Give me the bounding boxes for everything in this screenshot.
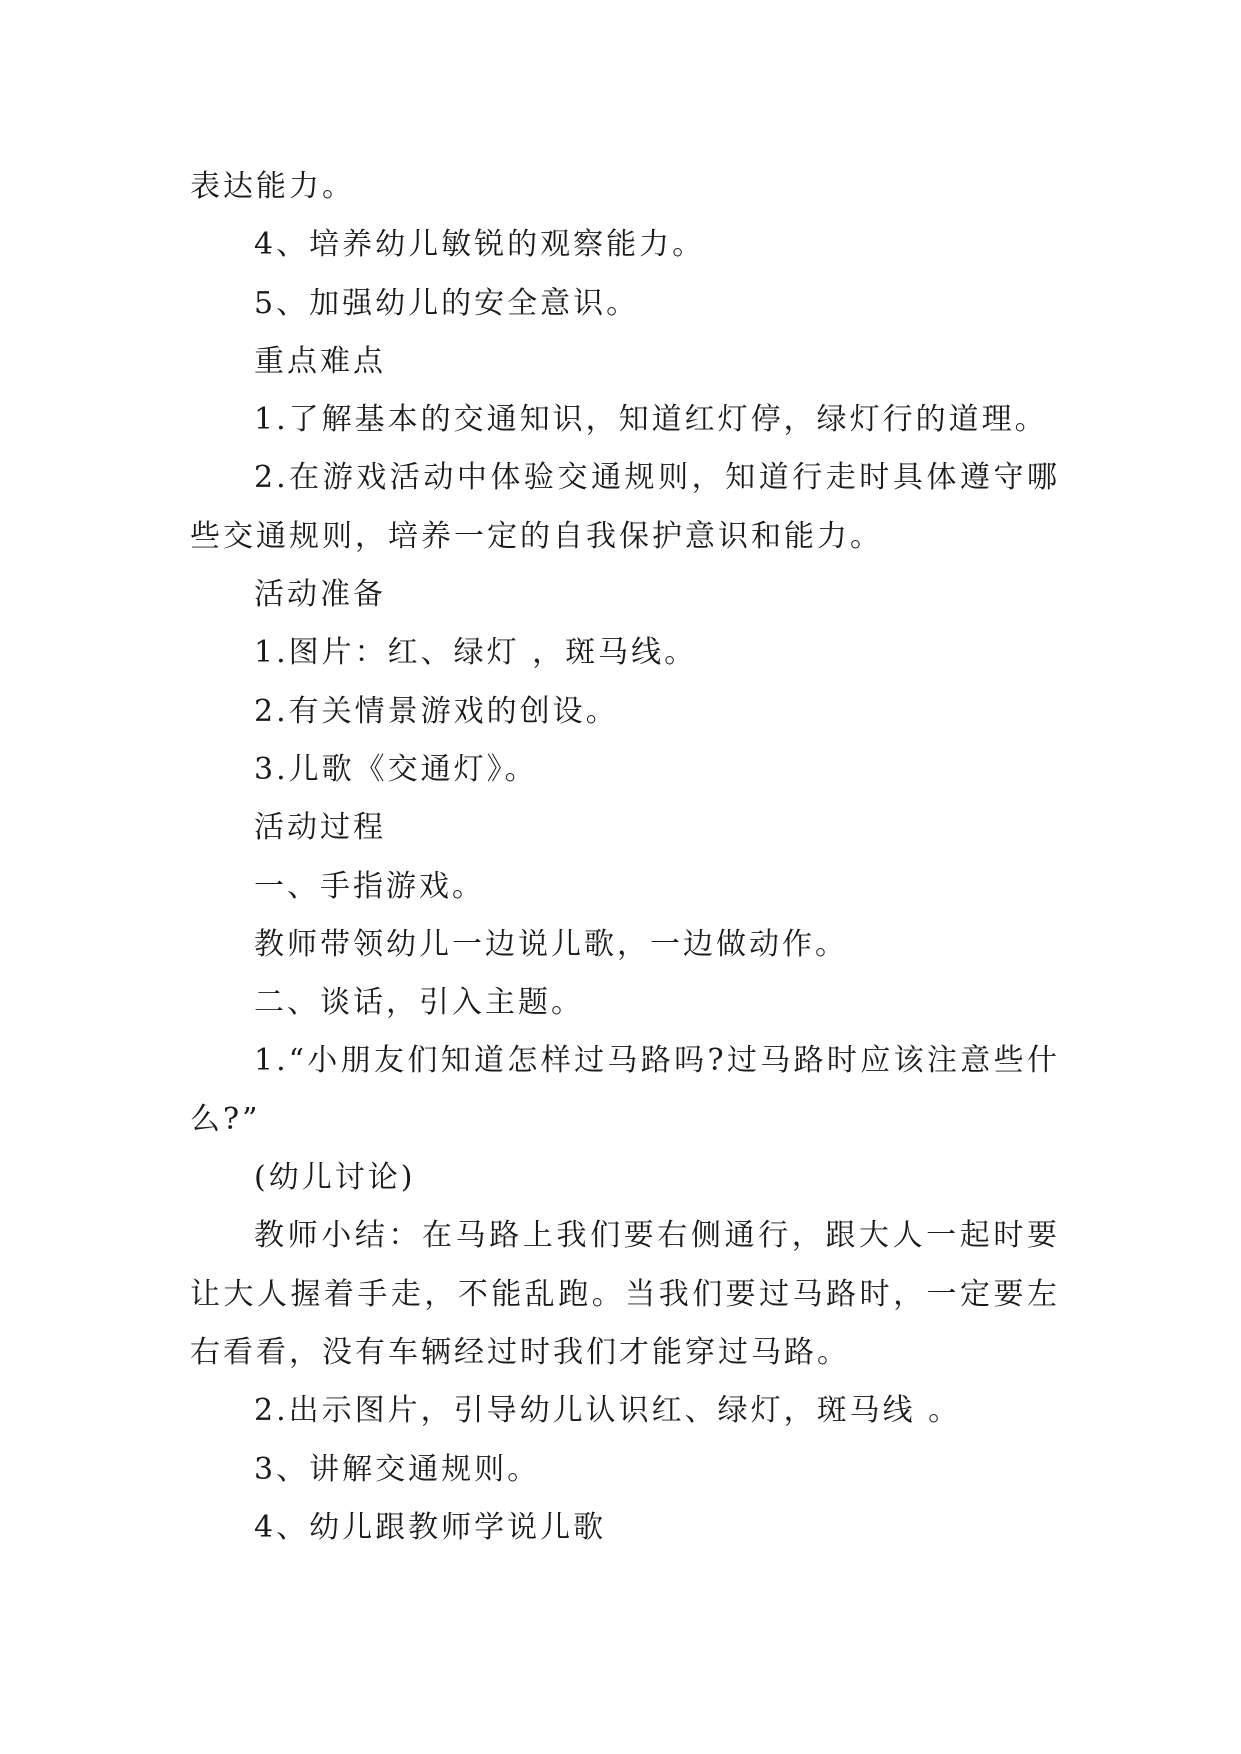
paragraph: 2.有关情景游戏的创设。: [254, 693, 619, 729]
paragraph: (幼儿讨论): [254, 1160, 416, 1196]
section-heading: 活动准备: [254, 577, 386, 613]
paragraph: 二、谈话，引入主题。: [254, 985, 584, 1021]
paragraph: 1.图片：红、绿灯 ，斑马线。: [254, 635, 698, 671]
paragraph: 4、培养幼儿敏锐的观察能力。: [254, 227, 706, 263]
paragraph: 2.在游戏活动中体验交通规则，知道行走时具体遵守哪些交通规则，培养一定的自我保护意识和能力。: [190, 460, 1060, 554]
section-heading: 重点难点: [254, 343, 386, 379]
paragraph: 教师带领幼儿一边说儿歌，一边做动作。: [254, 926, 848, 962]
section-heading: 活动过程: [254, 810, 386, 846]
paragraph: 4、幼儿跟教师学说儿歌: [254, 1509, 607, 1545]
paragraph: 3、讲解交通规则。: [254, 1451, 541, 1487]
paragraph: 教师小结：在马路上我们要右侧通行，跟大人一起时要让大人握着手走，不能乱跑。当我们要过马路时，一定要左右看看，没有车辆经过时我们才能穿过马路。: [190, 1218, 1060, 1370]
paragraph: 1.了解基本的交通知识，知道红灯停，绿灯行的道理。: [254, 402, 1048, 438]
paragraph: 2.出示图片，引导幼儿认识红、绿灯，斑马线 。: [254, 1393, 962, 1429]
paragraph: 3.儿歌《交通灯》。: [254, 751, 538, 787]
paragraph: 5、加强幼儿的安全意识。: [254, 285, 640, 321]
paragraph: 表达能力。: [190, 169, 355, 204]
document-body: [190, 158, 1060, 1557]
paragraph: 一、手指游戏。: [254, 868, 485, 904]
paragraph: 1.“小朋友们知道怎样过马路吗?过马路时应该注意些什么?”: [190, 1043, 1060, 1137]
